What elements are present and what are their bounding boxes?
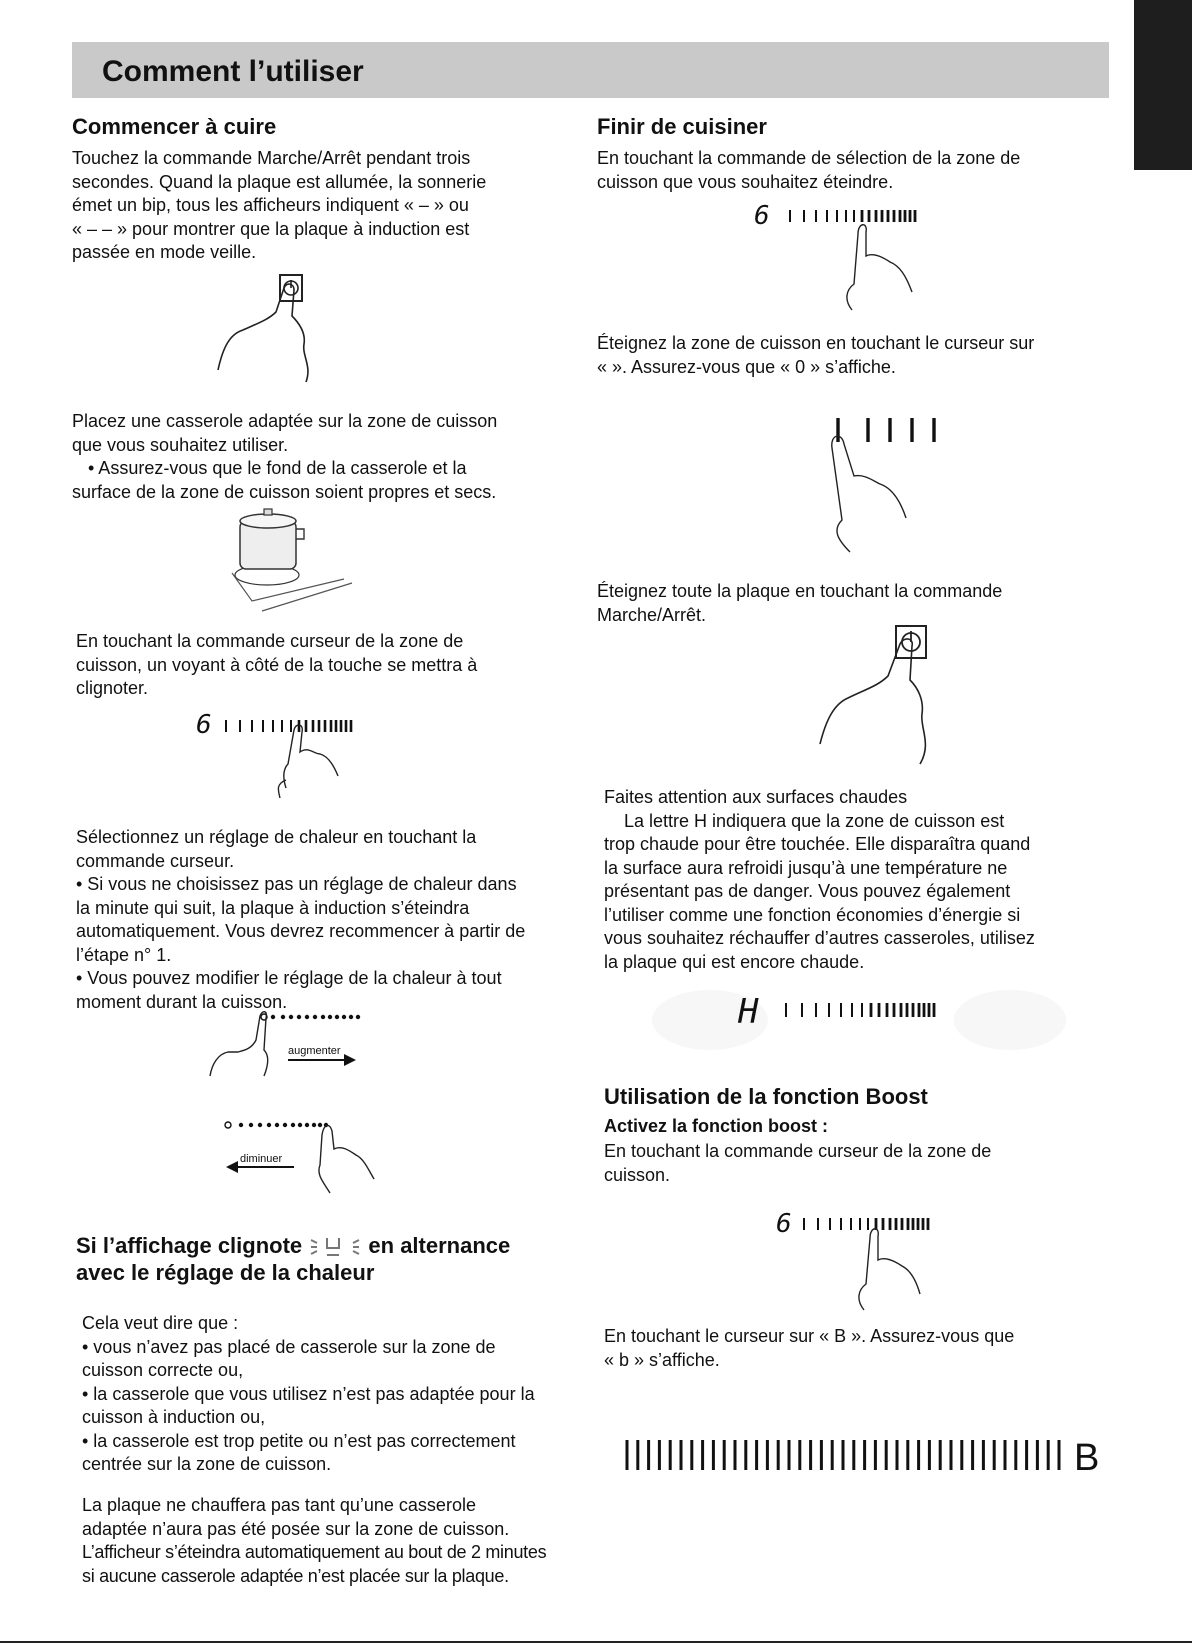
boost-subheading: Activez la fonction boost : bbox=[604, 1116, 829, 1136]
boost-full-slider-illustration bbox=[622, 1430, 1102, 1480]
finish-display-digit: 6 bbox=[754, 201, 770, 231]
finish-step-1-text: En touchant la commande de sélection de la zone de cuisson que vous souhaitez éteindre. bbox=[597, 148, 1021, 192]
bottom-rule bbox=[0, 1641, 1192, 1643]
finish-slider-hand-illustration bbox=[754, 200, 954, 315]
chapter-tab-marker bbox=[1134, 0, 1192, 170]
boost-step-1-text: En touchant la commande curseur de la zone de cuisson. bbox=[604, 1141, 992, 1185]
finish-step-2-text: Éteignez la zone de cuisson en touchant le curseur sur « ». Assurez-vous que « 0 » s’affiche. bbox=[597, 333, 1035, 377]
boost-slider-hand-illustration bbox=[776, 1208, 976, 1313]
zone-display-digit: 6 bbox=[196, 710, 212, 740]
flashing-u-symbol-icon bbox=[308, 1234, 362, 1260]
hand-power-button-illustration bbox=[218, 272, 328, 392]
boost-display-digit: 6 bbox=[776, 1209, 792, 1239]
section-header bbox=[72, 42, 1109, 98]
start-step-3-text: En touchant la commande curseur de la zone de cuisson, un voyant à côté de la touche se mettra à clignoter. bbox=[76, 631, 478, 698]
zone-off-slider-hand-illustration bbox=[820, 414, 950, 554]
pot-on-cooking-zone-illustration bbox=[232, 505, 362, 615]
page-title: Comment l’utiliser bbox=[102, 55, 364, 88]
flash-note-text: La plaque ne chauffera pas tant qu’une casserole adaptée n’aura pas été posée sur la zone de cuisson. L’afficheur s’éteindra automatiquement au bout de 2 minutes si aucune casserole adaptée n’est placée sur la plaque. bbox=[82, 1495, 547, 1586]
finish-step-3-text: Éteignez toute la plaque en touchant la commande Marche/Arrêt. bbox=[597, 581, 1003, 625]
heading-start-cooking: Commencer à cuire bbox=[72, 114, 277, 139]
decrease-label: diminuer bbox=[240, 1153, 283, 1165]
flash-causes-text: Cela veut dire que : • vous n’avez pas placé de casserole sur la zone de cuisson correcte ou, • la casserole que vous utilisez n’est pas adaptée pour la cuisson à induction ou, • la casserole est trop petite ou n’est pas correctement centrée sur la zone de cuisson. bbox=[82, 1313, 535, 1474]
decrease-heat-illustration bbox=[212, 1115, 392, 1195]
boost-slider-end-label: B bbox=[1074, 1437, 1100, 1479]
heading-boost: Utilisation de la fonction Boost bbox=[604, 1084, 928, 1109]
increase-label: augmenter bbox=[288, 1045, 341, 1057]
start-step-1-text: Touchez la commande Marche/Arrêt pendant trois secondes. Quand la plaque est allumée, la sonnerie émet un bip, tous les afficheurs indiquent « – » ou « – – » pour montrer que la plaque à induction est passée en mode veille. bbox=[72, 148, 487, 262]
boost-step-2-text: En touchant le curseur sur « B ». Assurez-vous que « b » s’affiche. bbox=[604, 1326, 1015, 1370]
hand-power-button-off-illustration bbox=[820, 624, 950, 774]
start-step-4-text: Sélectionnez un réglage de chaleur en touchant la commande curseur. • Si vous ne choisissez pas un réglage de chaleur dans la minute qui suit, la plaque à induction s’éteindra automatiquement. Vous devrez recommencer à partir de l’étape n° 1. • Vous pouvez modifier le réglage de la chaleur à tout moment durant la cuisson. bbox=[76, 827, 526, 1012]
start-step-2-text: Placez une casserole adaptée sur la zone de cuisson que vous souhaitez utiliser. • Assurez-vous que le fond de la casserole et la surface de la zone de cuisson soient propres et secs. bbox=[72, 411, 498, 502]
heading-display-flashing: Si l’affichage clignote en alternance avec le réglage de la chaleur bbox=[76, 1233, 511, 1286]
hot-indicator-display-illustration bbox=[650, 985, 1070, 1055]
increase-heat-illustration bbox=[208, 1010, 388, 1080]
slider-control-hand-illustration bbox=[196, 710, 396, 800]
hot-display-letter: H bbox=[738, 992, 759, 1032]
hot-surface-text: Faites attention aux surfaces chaudes La lettre H indiquera que la zone de cuisson est trop chaude pour être touchée. Elle disparaîtra quand la surface aura refroidi jusqu’à une température ne présentant pas de danger. Vous pouvez également l’utiliser comme une fonction économies d’énergie si vous souhaitez réchauffer d’autres casseroles, utilisez la plaque qui est encore chaude. bbox=[604, 787, 1035, 972]
heading-finish-cooking: Finir de cuisiner bbox=[597, 114, 767, 139]
